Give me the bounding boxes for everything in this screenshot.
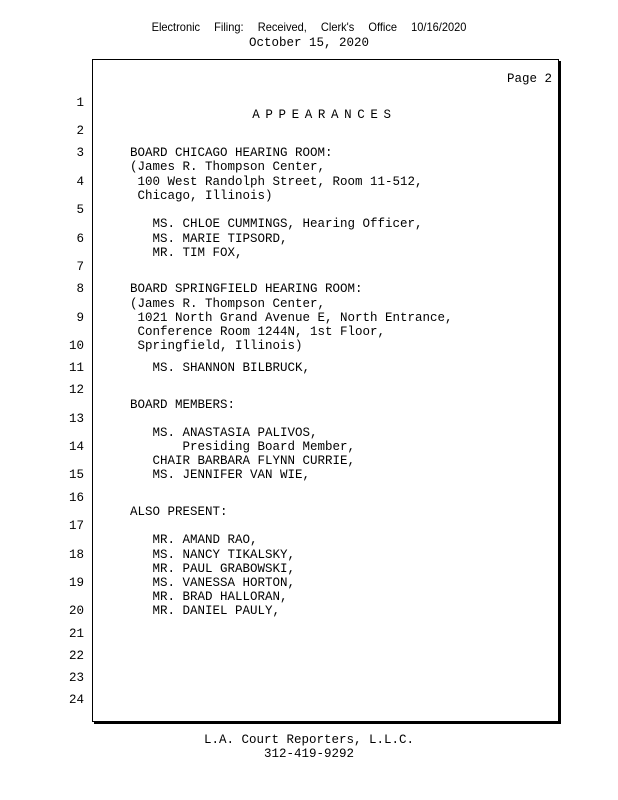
- line-number: 23: [68, 671, 84, 685]
- line-number: 14: [68, 440, 84, 454]
- address-line: Conference Room 1244N, 1st Floor,: [130, 325, 386, 339]
- appearance-name: CHAIR BARBARA FLYNN CURRIE,: [130, 454, 356, 468]
- line-number: 5: [76, 203, 84, 217]
- appearance-name: MS. VANESSA HORTON,: [130, 576, 296, 590]
- section-heading-chicago-room: BOARD CHICAGO HEARING ROOM:: [130, 146, 333, 160]
- appearance-name: MS. CHLOE CUMMINGS, Hearing Officer,: [130, 217, 423, 231]
- appearance-name: MR. TIM FOX,: [130, 246, 243, 260]
- line-number: 17: [68, 519, 84, 533]
- address-line: (James R. Thompson Center,: [130, 297, 326, 311]
- electronic-filing-stamp: Electronic Filing: Received, Clerk's Office 10/16/2020: [151, 20, 467, 34]
- appearance-name: MR. AMAND RAO,: [130, 533, 258, 547]
- address-line: 100 West Randolph Street, Room 11-512,: [130, 175, 423, 189]
- line-number: 20: [68, 604, 84, 618]
- appearance-name: MS. NANCY TIKALSKY,: [130, 548, 296, 562]
- section-heading-board-members: BOARD MEMBERS:: [130, 398, 236, 412]
- appearance-name: MR. BRAD HALLORAN,: [130, 590, 288, 604]
- appearance-name: MS. JENNIFER VAN WIE,: [130, 468, 311, 482]
- reporter-phone: 312-419-9292: [263, 747, 354, 761]
- section-heading-springfield-room: BOARD SPRINGFIELD HEARING ROOM:: [130, 282, 363, 296]
- line-number: 6: [76, 232, 84, 246]
- line-number: 13: [68, 412, 84, 426]
- appearance-name: MR. PAUL GRABOWSKI,: [130, 562, 296, 576]
- line-number: 16: [68, 491, 84, 505]
- line-number: 19: [68, 576, 84, 590]
- reporter-company: L.A. Court Reporters, L.L.C.: [203, 733, 415, 747]
- address-line: Springfield, Illinois): [130, 339, 303, 353]
- appearance-name: MS. MARIE TIPSORD,: [130, 232, 288, 246]
- line-number: 3: [76, 146, 84, 160]
- line-number: 11: [68, 361, 84, 375]
- line-number: 21: [68, 627, 84, 641]
- line-number: 7: [76, 260, 84, 274]
- section-heading-also-present: ALSO PRESENT:: [130, 505, 228, 519]
- line-number: 10: [68, 339, 84, 353]
- appearance-name: MR. DANIEL PAULY,: [130, 604, 281, 618]
- appearance-name: MS. ANASTASIA PALIVOS,: [130, 426, 318, 440]
- line-number: 24: [68, 693, 84, 707]
- line-number: 15: [68, 468, 84, 482]
- appearance-name: MS. SHANNON BILBRUCK,: [130, 361, 311, 375]
- line-number: 1: [76, 96, 84, 110]
- line-number: 22: [68, 649, 84, 663]
- line-number: 18: [68, 548, 84, 562]
- page-title: APPEARANCES: [252, 108, 397, 122]
- line-number: 2: [76, 124, 84, 138]
- page-number: Page 2: [506, 72, 552, 86]
- address-line: (James R. Thompson Center,: [130, 160, 326, 174]
- address-line: Chicago, Illinois): [130, 189, 273, 203]
- line-number: 8: [76, 282, 84, 296]
- transcript-date: October 15, 2020: [248, 36, 370, 50]
- line-number: 4: [76, 175, 84, 189]
- line-number: 9: [76, 311, 84, 325]
- line-number: 12: [68, 383, 84, 397]
- appearance-title: Presiding Board Member,: [130, 440, 356, 454]
- address-line: 1021 North Grand Avenue E, North Entrance,: [130, 311, 453, 325]
